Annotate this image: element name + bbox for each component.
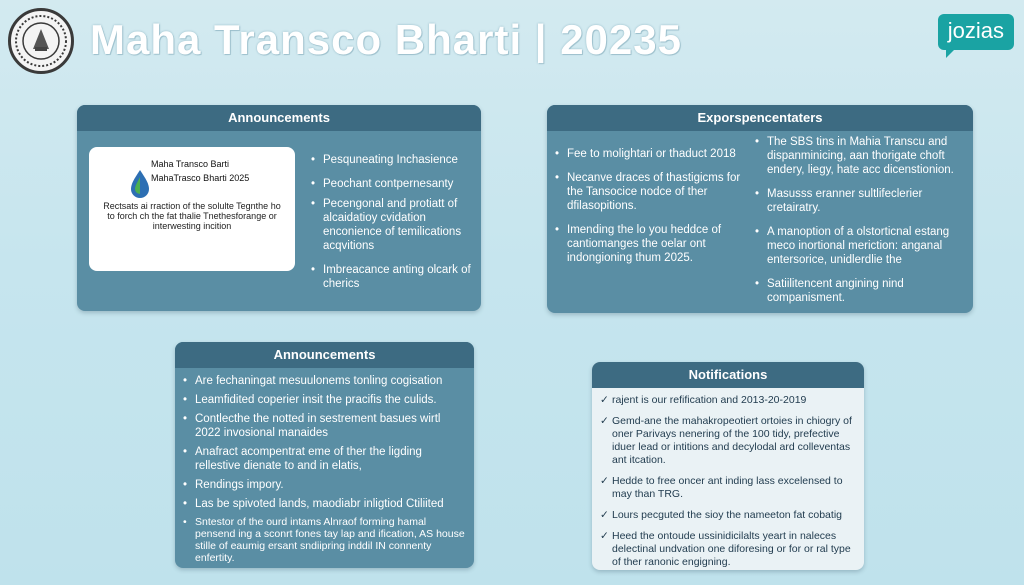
list-item: • Imending the lo you heddce of cantiomanges the oelar ont indongioning thum 2025. xyxy=(555,223,751,265)
card-heading: Maha Transco Barti xyxy=(151,159,230,169)
panel-title: Announcements xyxy=(175,342,474,368)
list-item: ✓ Gemd-ane the mahakropeotiert ortoies in chiogry of oner Parivays nenering of the 100 tidy, prefective iduer lead or intitions and decylodal ard colleventas ant itcation. xyxy=(600,415,858,467)
list-item: ✓ Heed the ontoude ussinidicilalts yeart in naleces delectinal undvation one diforesing or for or ral type of ther ranonic engigning. xyxy=(600,530,858,569)
list-item: • Sntestor of the ourd intams Alnraof forming hamal pensend ing a sconrt fones tay lap and ification, AS house stille of eaumig ersant sndiipring inddil IN connenty enfertity. xyxy=(183,516,469,564)
export-list-left xyxy=(555,147,751,275)
list-item: • Rendings impory. xyxy=(183,478,469,492)
list-item: • Satiilitencent angining nind companisment. xyxy=(755,277,967,305)
list-item: • Pecengonal and protiatt of alcaidatioy cvidation enconience of temilications acqvitions xyxy=(311,197,471,253)
announcement-list xyxy=(183,374,469,564)
list-item: • Las be spivoted lands, maodiabr inligtiod Ctiliited xyxy=(183,497,469,511)
water-drop-icon xyxy=(129,169,151,199)
list-item: ✓ Lours pecguted the sioy the nameeton fat cobatig xyxy=(600,509,858,522)
panel-title: Announcements xyxy=(77,105,481,131)
list-item: ✓ Hedde to free oncer ant inding lass excelensed to may than TRG. xyxy=(600,475,858,501)
notification-list xyxy=(600,394,858,570)
list-item: • A manoption of a olstorticnal estang meco inortional meriction: anganal entersorice, unidlerdlie the xyxy=(755,225,967,267)
document-thumbnail xyxy=(89,147,295,271)
brand-logo: jozias xyxy=(938,14,1014,50)
list-item: • The SBS tins in Mahia Transcu and dispanminicing, aan thorigate choft endery, liegy, hate acc dicenstionion. xyxy=(755,135,967,177)
announcements-panel-top xyxy=(77,105,481,311)
list-item: • Contlecthe the notted in sestrement basues wirtl 2022 invosional manaides xyxy=(183,412,469,440)
list-item: • Leamfidited coperier insit the pracifis the culids. xyxy=(183,393,469,407)
list-item: • Anafract acompentrat eme of ther the ligding rellestive dienate to and in elatis, xyxy=(183,445,469,473)
announcement-list xyxy=(311,153,471,301)
export-list-right xyxy=(755,135,967,313)
card-subheading: MahaTrasco Bharti 2025 xyxy=(151,173,250,183)
government-seal-logo xyxy=(8,8,74,74)
list-item: • Peochant contpernesanty xyxy=(311,177,471,191)
page-title: Maha Transco Bharti | 20235 xyxy=(90,16,682,63)
list-item: • Necanve draces of thastigicms for the Tansocice nodce of ther dfilasopitions. xyxy=(555,171,751,213)
announcements-panel-bottom xyxy=(175,342,474,568)
list-item: • Imbreacance anting olcark of cherics xyxy=(311,263,471,291)
export-panel xyxy=(547,105,973,313)
list-item: • Are fechaningat mesuulonems tonling cogisation xyxy=(183,374,469,388)
card-body: Rectsats ai rraction of the solulte Tegnthe ho to forch ch the fat thalie Tnethesforange or interwesting incition xyxy=(103,201,281,231)
list-item: • Fee to molightari or thaduct 2018 xyxy=(555,147,751,161)
list-item: • Masusss eranner sultlifeclerier cretairatry. xyxy=(755,187,967,215)
list-item: ✓ rajent is our refification and 2013-20-2019 xyxy=(600,394,858,407)
panel-title: Exporspencentaters xyxy=(547,105,973,131)
list-item: • Pesquneating Inchasience xyxy=(311,153,471,167)
notifications-panel xyxy=(592,362,864,570)
panel-title: Notifications xyxy=(592,362,864,388)
